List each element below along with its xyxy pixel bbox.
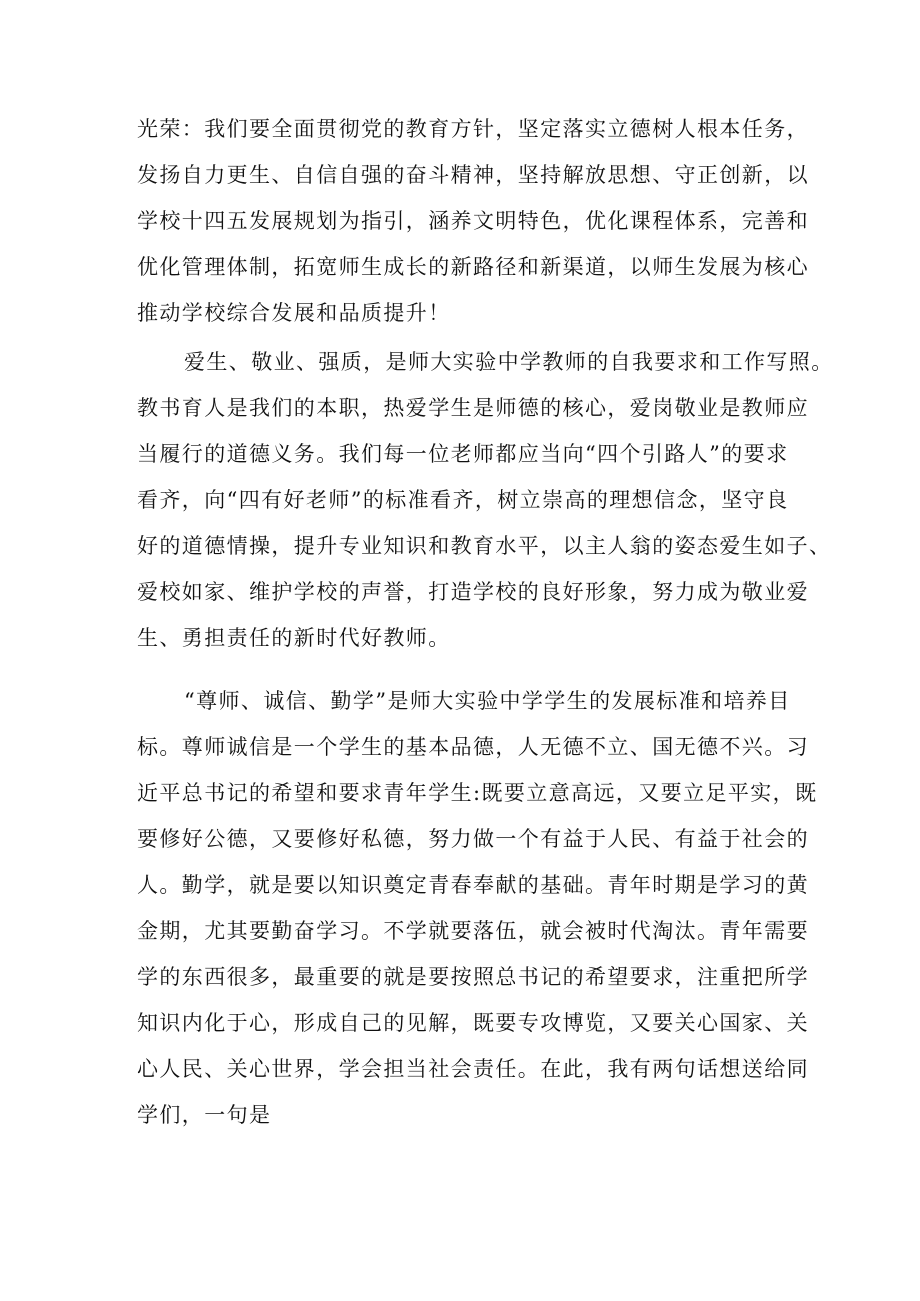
text-line: 教书育人是我们的本职，热爱学生是师德的核心，爱岗敬业是教师应: [137, 396, 809, 420]
text-line: 金期，尤其要勤奋学习。不学就要落伍，就会被时代淘汰。青年需要: [137, 919, 809, 943]
text-line: 要修好公德，又要修好私德，努力做一个有益于人民、有益于社会的: [137, 827, 809, 851]
paragraph-first-line: 爱生、敬业、强质，是师大实验中学教师的自我要求和工作写照。: [184, 350, 834, 374]
text-line: 学的东西很多，最重要的就是要按照总书记的希望要求，注重把所学: [137, 965, 809, 989]
text-line: 好的道德情操，提升专业知识和教育水平，以主人翁的姿态爱生如子、: [137, 534, 832, 558]
text-line: 标。尊师诚信是一个学生的基本品德，人无德不立、国无德不兴。习: [137, 735, 809, 759]
text-line: 近平总书记的希望和要求青年学生:既要立意高远，又要立足平实，既: [137, 781, 818, 805]
text-line: 看齐，向“四有好老师”的标准看齐，树立崇高的理想信念，坚守良: [137, 488, 789, 512]
text-line: 生、勇担责任的新时代好教师。: [137, 626, 451, 650]
text-line: 发扬自力更生、自信自强的奋斗精神，坚持解放思想、守正创新，以: [137, 163, 809, 187]
paragraph-first-line: “尊师、诚信、勤学”是师大实验中学学生的发展标准和培养目: [184, 689, 791, 713]
text-line: 知识内化于心，形成自己的见解，既要专攻博览，又要关心国家、关: [137, 1011, 809, 1035]
text-line: 当履行的道德义务。我们每一位老师都应当向“四个引路人”的要求: [137, 442, 789, 466]
text-line: 推动学校综合发展和品质提升！: [137, 301, 451, 325]
text-line: 学校十四五发展规划为指引，涵养文明特色，优化课程体系，完善和: [137, 209, 809, 233]
text-line: 心人民、关心世界，学会担当社会责任。在此，我有两句话想送给同: [137, 1057, 809, 1081]
text-line: 学们，一句是: [137, 1103, 272, 1127]
text-line: 光荣：我们要全面贯彻党的教育方针，坚定落实立德树人根本任务，: [137, 117, 809, 141]
text-line: 爱校如家、维护学校的声誉，打造学校的良好形象，努力成为敬业爱: [137, 580, 809, 604]
text-line: 人。勤学，就是要以知识奠定青春奉献的基础。青年时期是学习的黄: [137, 873, 809, 897]
text-line: 优化管理体制，拓宽师生成长的新路径和新渠道，以师生发展为核心: [137, 255, 809, 279]
